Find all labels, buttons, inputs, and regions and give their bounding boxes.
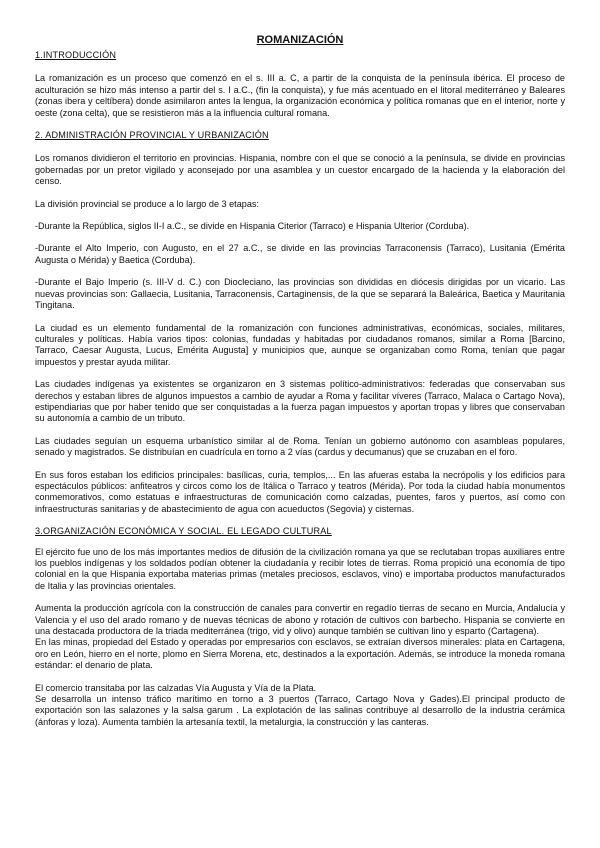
paragraph-introduccion: La romanización es un proceso que comenzó en el s. III a. C, a partir de la conquista de la península ibérica. El proceso de aculturación se hizo más intenso a partir del s. I a.C., (fin la conquista), y fue más acentuado en el litoral mediterráneo y Baleares (zonas ibera y celtíbera) donde asimilaron antes la lengua, la organización económica y política romanas que en el interior, norte y oeste (zona celta), que se resistieron más a la influencia cultural romana.: [35, 73, 565, 118]
paragraph-ciudades-indigenas: Las ciudades indígenas ya existentes se organizaron en 3 sistemas político-administrativos: federadas que conservaban sus derechos y estaban libres de algunos impuestos a cambio de ayudar a Roma y facilitar víveres (Tarraco, Malaca o Cartago Nova), estipendiarias que por haber tenido que ser conquistadas a la fuerza pagan impuestos y aportan tropas y libres que conservaban su autonomía a cambio de un tributo.: [35, 379, 565, 424]
paragraph-alto-imperio: -Durante el Alto Imperio, con Augusto, en el 27 a.C., se divide en las provincias Tarraconensis (Tarraco), Lusitania (Emérita Augusta o Mérida) y Baetica (Corduba).: [35, 243, 565, 265]
section-heading-administracion: 2. ADMINISTRACIÓN PROVINCIAL Y URBANIZACIÓN: [35, 130, 269, 141]
section-heading-introduccion: 1.INTRODUCCIÓN: [35, 50, 117, 60]
paragraph-esquema-urbanistico: Las ciudades seguían un esquema urbanístico similar al de Roma. Tenían un gobierno autónomo con asambleas populares, senado y magistrados. Se distribuían en cuadrícula en torno a 2 vías (cardus y decumanus) que se cruzaban en el foro.: [35, 435, 565, 458]
paragraph-provincias: Los romanos dividieron el territorio en provincias. Hispania, nombre con el que se conoció a la península, se divide en provincias gobernadas por un pretor vigilado y aconsejado por una asamblea y un cuestor encargado de la hacienda y la elaboración del censo.: [35, 153, 565, 187]
page-title: ROMANIZACIÓN: [256, 34, 344, 46]
paragraph-trafico-maritimo: Se desarrolla un intenso tráfico marítimo en torno a 3 puertos (Tarraco, Cartago Nova y Gades).El principal producto de exportación son las salazones y la salsa garum . La explotación de las salinas contribuye al desarrollo de la industria cerámica (ánforas y loza). Aumenta también la artesanía textil, la metalurgia, la construcción y las canteras.: [35, 694, 565, 727]
paragraph-agricultura: Aumenta la producción agrícola con la construcción de canales para convertir en regadío tierras de secano en Murcia, Andalucía y Valencia y el uso del arado romano y de nuevas técnicas de abono y rotación de cultivos con barbecho. Hispania se convierte en una destacada productora de la triada mediterránea (trigo, vid y olivo) aunque también se cultivan lino y esparto (Cartagena).: [35, 603, 565, 637]
paragraph-republica: -Durante la República, siglos II-I a.C., se divide en Hispania Citerior (Tarraco) e Hispania Ulterior (Corduba).: [35, 221, 470, 232]
paragraph-division-etapas: La división provincial se produce a lo largo de 3 etapas:: [35, 198, 259, 209]
section-heading-economia: 3.ORGANIZACIÓN ECONÓMICA Y SOCIAL. EL LEGADO CULTURAL: [35, 526, 332, 537]
paragraph-comercio: El comercio transitaba por las calzadas Vía Augusta y Vía de la Plata.: [35, 682, 317, 693]
paragraph-ciudad: La ciudad es un elemento fundamental de la romanización con funciones administrativas, económicas, sociales, militares, culturales y políticas. Había varios tipos: colonias, fundadas y habitadas por ciudadanos romanos, similar a Roma [Barcino, Tarraco, Caesar Augusta, Lucus, Emérita Augusta] y municipios que, aunque se organizaban como Roma, tenían que pagar impuestos y prestar ayuda militar.: [35, 322, 565, 367]
document-page: [35, 34, 565, 728]
paragraph-foros: En sus foros estaban los edificios principales: basílicas, curia, templos,... En las afueras estaba la necrópolis y los edificios para espectáculos públicos: anfiteatros y circos como los de Itálica o Tarraco y teatros (Mérida). Por toda la ciudad había monumentos conmemorativos, como estatuas e infraestructuras de comunicación como calzadas, puentes, faros y puertos, así como con infraestructuras sanitarias y de abastecimiento de agua con acueductos (Segovia) y cisternas.: [35, 469, 565, 514]
paragraph-ejercito: El ejército fue uno de los más importantes medios de difusión de la civilización romana ya que se reclutaban tropas auxiliares entre los pueblos indígenas y los soldados podían obtener la ciudadanía y recibir lotes de tierras. Roma propició una economía de tipo colonial en la que Hispania exportaba materias primas (metales preciosos, esclavos, vino) e importaba productos manufacturados de Italia y las provincias orientales.: [35, 546, 565, 591]
paragraph-minas: En las minas, propiedad del Estado y operadas por empresarios con esclavos, se extraían diversos minerales: plata en Cartagena, oro en León, hierro en el norte, plomo en Sierra Morena, etc, destinados a la exportación. Además, se introduce la moneda romana estándar: el denario de plata.: [35, 637, 565, 671]
paragraph-bajo-imperio: -Durante el Bajo Imperio (s. III-V d. C.) con Diocleciano, las provincias son divididas en diócesis dirigidas por un vicario. Las nuevas provincias son: Gallaecia, Lusitania, Tarraconensis, Cartaginensis, de la que se separará la Baleárica, Baetica y Mauritania Tingitana.: [35, 277, 565, 311]
